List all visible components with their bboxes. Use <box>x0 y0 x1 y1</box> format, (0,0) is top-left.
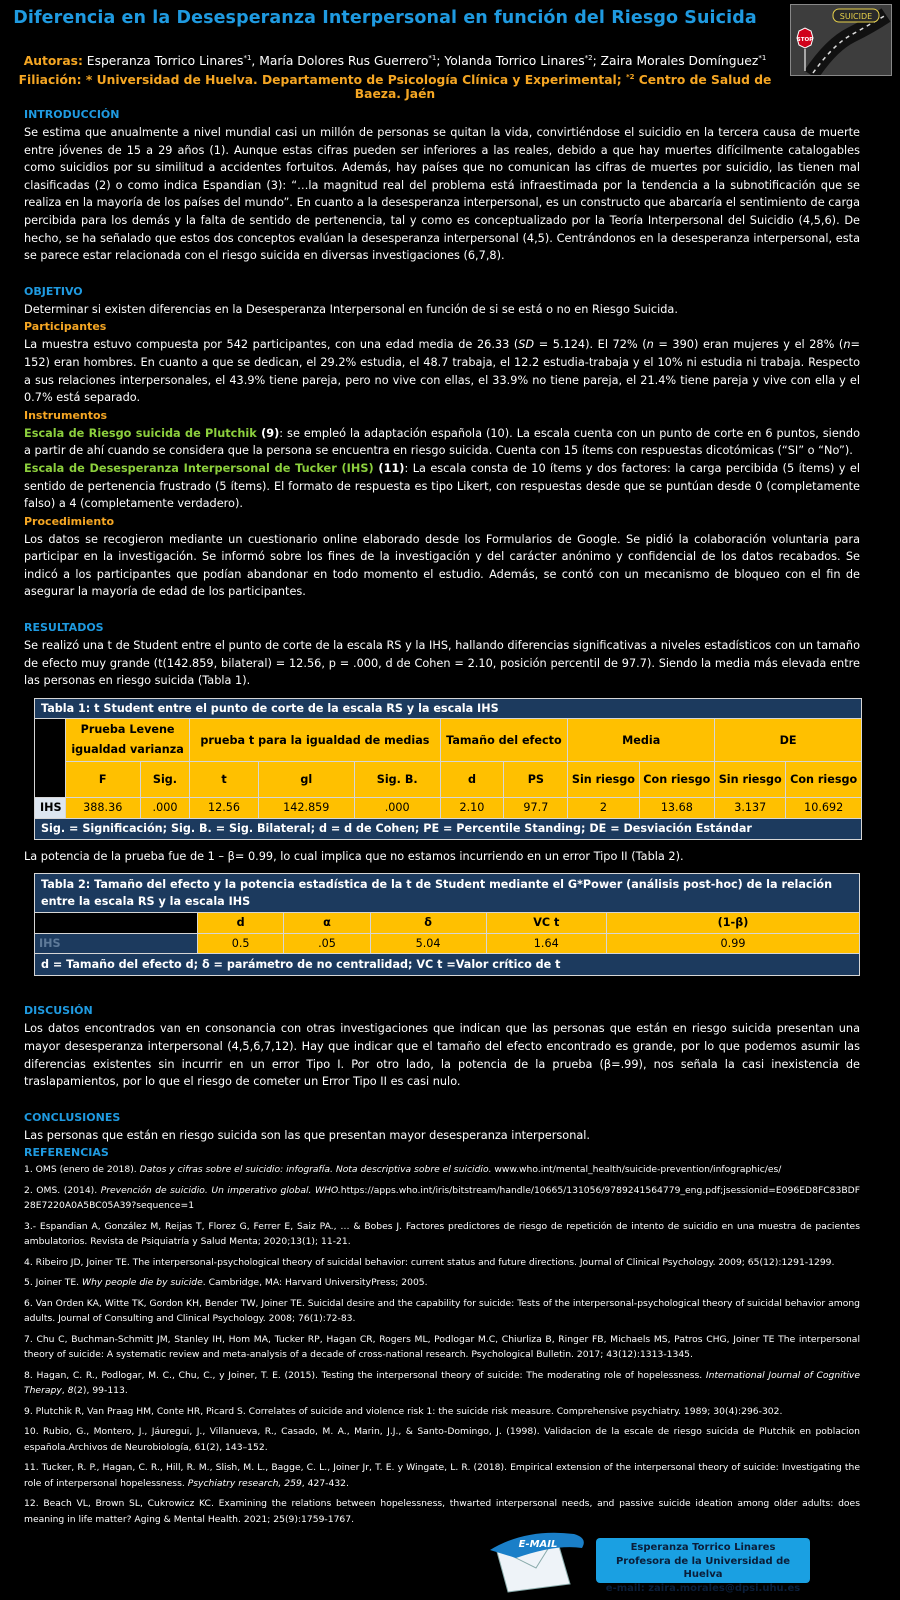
intro-heading: INTRODUCCIÓN <box>24 108 120 121</box>
reference-item: 7. Chu C, Buchman-Schmitt JM, Stanley IH, Hom MA, Tucker RP, Hagan CR, Rogers ML, Podlogar M.C, Chiurliza B, Ringer FB, Michaels MS, Patros CHG, Joiner TE The interpersonal theory of suicide: A systematic review and meta-analysis of a decade of cross-national research. Psychological Bulletin. 2017; 43(12):1313-1345. <box>24 1333 860 1361</box>
authors-label: Autoras: <box>23 54 83 69</box>
logo-stop-text: STOP <box>796 37 814 43</box>
table2-cell: 0.99 <box>607 933 860 954</box>
contact-name: Esperanza Torrico Linares <box>630 1542 776 1553</box>
table2-row-label: IHS <box>35 933 198 954</box>
table2-cell: 0.5 <box>198 933 284 954</box>
table1-group-levene: Prueba Levene igualdad varianza <box>65 719 189 762</box>
instrumento-ihs: Escala de Desesperanza Interpersonal de Tucker (IHS) (11): La escala consta de 10 ítems y dos factores: la carga percibida (5 ítems) y el sentido de pertenencia frustrado (5 ítems). El formato de respuesta es tipo Likert, con respuestas desde que se puntúan desde 0 (completamente falso) a 4 (completamente verdadero). <box>24 461 860 511</box>
table1-col: gl <box>258 762 354 798</box>
table1-col: Sin riesgo <box>568 762 639 798</box>
table1-cell: 10.692 <box>786 798 862 819</box>
reference-item: 6. Van Orden KA, Witte TK, Gordon KH, Bender TW, Joiner TE. Suicidal desire and the capability for suicide: Tests of the interpersonal-psychological theory of suicidal behavior among adults. Journal of Consulting and Clinical Psychology. 2008; 76(1):72-83. <box>24 1297 860 1325</box>
email-icon-label: E-MAIL <box>518 1539 558 1550</box>
table1-cell: 13.68 <box>639 798 715 819</box>
table1-col: PS <box>504 762 568 798</box>
reference-item: 4. Ribeiro JD, Joiner TE. The interpersonal-psychological theory of suicidal behavior: current status and future directions. Journal of Clinical Psychology. 2009; 65(12):1291-1299. <box>24 1256 835 1268</box>
references-list <box>24 1162 860 1527</box>
table1-caption: Tabla 1: t Student entre el punto de corte de la escala RS y la escala IHS <box>35 698 862 719</box>
table1-cell: 3.137 <box>715 798 786 819</box>
contact-box <box>596 1538 810 1594</box>
table2-col: VC t <box>486 913 606 934</box>
participantes-text: La muestra estuvo compuesta por 542 participantes, con una edad media de 26.33 (SD = 5.124). El 72% (n = 390) eran mujeres y el 28% (n= 152) eran hombres. En cuanto a que se dedican, el 29.2% estudia, el 48.7 trabaja, el 12.2 estudia-trabaja y el 10% ni estudia ni trabaja. Respecto a sus relaciones interpersonales, el 43.9% tiene pareja, pero no vive con ellas, el 33.9% no tiene pareja, el 21.4% tiene pareja y vive con ella y el 0.7% está separado. <box>24 338 860 405</box>
table1-col: Con riesgo <box>639 762 715 798</box>
reference-item: 10. Rubio, G., Montero, J., Jáuregui, J., Villanueva, R., Casado, M. A., Marin, J.J., & Santo-Domingo, J. (1998). Validacion de la escale de riesgo suicida de Plutchik en poblacion española.Archivos de Neurobiología, 61(2), 143–152. <box>24 1426 860 1453</box>
table1-col: Sin riesgo <box>715 762 786 798</box>
table2-col: d <box>198 913 284 934</box>
intro-text: Se estima que anualmente a nivel mundial casi un millón de personas se quitan la vida, convirtiéndose el suicidio en la tercera causa de muerte entre jóvenes de 15 a 29 años (1). Aunque estas cifras pueden ser inferiores a las reales, debido a que hay muertes difícilmente catalogables como suicidios por su similitud a accidentes fortuitos. Además, hay países que no comunican las cifras de muertes por suicidio, las tienen mal clasificadas (2) o como indica Espandian (3): “…la magnitud real del problema está infraestimada por la tendencia a la subnotificación que se realiza en la mayoría de los países del mundo”. En cuanto a la desesperanza interpersonal, es un constructo que abarcaría el sentimiento de carga percibida para los demás y la falta de sentido de pertenencia, tal y como es conceptualizado por la Teoría Interpersonal del Suicidio (4,5,6). De hecho, se ha señalado que estos dos conceptos evalúan la desesperanza interpersonal (4,5). Centrándonos en la desesperanza interpersonal, esta se parece estar relacionada con el riesgo suicida en diversas investigaciones (6,7,8). <box>24 126 860 263</box>
table-1 <box>34 698 862 840</box>
table1-cell: 142.859 <box>258 798 354 819</box>
table1-cell: .000 <box>354 798 440 819</box>
author-sup: *1 <box>243 54 252 62</box>
reference-item: 11. Tucker, R. P., Hagan, C. R., Hill, R. M., Slish, M. L., Bagge, C. L., Joiner Jr, T. E. y Wingate, L. R. (2018). Empirical extension of the interpersonal theory of suicide: Investigating the role of interpersonal hopelessness. Psychiatry research, 259, 427-432. <box>24 1462 860 1489</box>
poster-title: Diferencia en la Desesperanza Interpersonal en función del Riesgo Suicida <box>13 8 757 28</box>
table2-cell: 1.64 <box>486 933 606 954</box>
objetivo-text: Determinar si existen diferencias en la Desesperanza Interpersonal en función de si se está o no en Riesgo Suicida. <box>24 302 678 316</box>
table1-cell: 388.36 <box>65 798 140 819</box>
table1-footnote: Sig. = Significación; Sig. B. = Sig. Bilateral; d = d de Cohen; PE = Percentile Standing; DE = Desviación Estándar <box>35 819 862 840</box>
contact-email[interactable]: e-mail: zaira.morales@dpsi.uhu.es <box>605 1582 801 1594</box>
author-sup: *1 <box>428 54 437 62</box>
affiliation-2: Centro de Salud de Baeza. Jaén <box>354 73 772 102</box>
discusion-text: Los datos encontrados van en consonancia con otras investigaciones que indican que las personas que están en riesgo suicida presentan una mayor desesperanza interpersonal (4,5,6,7,12). Hay que indicar que el tamaño del efecto encontrado es grande, por lo que podemos asumir las diferencias existentes sin incurrir en un error Tipo I. Por otro lado, la potencia de la prueba (β=.99), nos señala la casi inexistencia de traslapamientos, por lo que el riesgo de cometer un Error Tipo II es casi nulo. <box>24 1022 860 1089</box>
reference-item: 12. Beach VL, Brown SL, Cukrowicz KC. Examining the relations between hopelessness, thwarted interpersonal needs, and passive suicide ideation among older adults: does meaning in life matter? Aging & Mental Health. 2021; 25(9):1759-1767. <box>24 1498 860 1525</box>
table1-group-media: Media <box>568 719 715 762</box>
reference-item: 8. Hagan, C. R., Podlogar, M. C., Chu, C., y Joiner, T. E. (2015). Testing the interpersonal theory of suicide: The moderating role of hopelessness. International Journal of Cognitive Therapy, 8(2), 99-113. <box>24 1369 861 1397</box>
reference-item: 5. Joiner TE. Why people die by suicide. Cambridge, MA: Harvard UniversityPress; 2005. <box>24 1277 428 1289</box>
resultados-heading: RESULTADOS <box>24 621 104 635</box>
affiliation-line <box>0 73 790 101</box>
author-name: , María Dolores Rus Guerrero <box>251 54 429 69</box>
reference-item: 2. OMS. (2014). Prevención de suicidio. Un imperativo global. WHO.https://apps.who.int/iris/bitstream/handle/10665/131056/9789241564779_eng.pdf;jsessionid=E096ED8FC83BDF28E7220A0A5BC05A39?sequence=1 <box>24 1184 860 1212</box>
procedimiento-heading: Procedimiento <box>24 514 115 528</box>
table-row <box>35 933 860 954</box>
suicide-road-logo <box>790 4 892 76</box>
author-name: ; Yolanda Torrico Linares <box>436 54 585 69</box>
participantes-heading: Participantes <box>24 320 107 334</box>
table1-col: d <box>440 762 504 798</box>
author-sup: *1 <box>758 54 767 62</box>
contact-role: Profesora de la Universidad de Huelva <box>615 1555 791 1580</box>
reference-item: 9. Plutchik R, Van Praag HM, Conte HR, Picard S. Correlates of suicide and violence risk 1: the suicide risk measure. Comprehensive psychiatry. 1989; 30(4):296-302. <box>24 1405 783 1417</box>
resultados-text: Se realizó una t de Student entre el punto de corte de la escala RS y la IHS, hallando diferencias significativas a niveles estadísticos con un tamaño de efecto muy grande (t(142.859, bilateral) = 12.56, p = .000, d de Cohen = 2.10, posición percentil de 97.7). Siendo la media más elevada entre las personas en riesgo suicida (Tabla 1). <box>24 639 860 688</box>
referencias-heading: REFERENCIAS <box>24 1146 109 1160</box>
logo-sign-text: SUICIDE <box>839 12 873 21</box>
table1-col: F <box>65 762 140 798</box>
resultados-after-table: La potencia de la prueba fue de 1 – β= 0.99, lo cual implica que no estamos incurriendo en un error Tipo II (Tabla 2). <box>24 849 684 863</box>
table1-col: t <box>190 762 258 798</box>
table1-cell: 2.10 <box>440 798 504 819</box>
table2-col: (1-β) <box>607 913 860 934</box>
reference-item: 3.- Espandian A, González M, Reijas T, Florez G, Ferrer E, Saiz PA., … & Bobes J. Factores predictores de riesgo de repetición de intento de suicidio en una muestra de pacientes ambulatorios. Revista de Psiquiatría y Salud Menta; 2020;13(1); 11-21. <box>24 1220 860 1248</box>
table1-col: Con riesgo <box>786 762 862 798</box>
reference-item: 1. OMS (enero de 2018). Datos y cifras sobre el suicidio: infografía. Nota descriptiva sobre el suicidio. www.who.int/mental_health/suicide-prevention/infographic/es/ <box>24 1164 782 1176</box>
objetivo-heading: OBJETIVO <box>24 284 83 298</box>
table2-col: δ <box>370 913 486 934</box>
table1-group-de: DE <box>715 719 862 762</box>
table-row <box>35 798 862 819</box>
table1-row-label: IHS <box>35 798 66 819</box>
conclusiones-text: Las personas que están en riesgo suicida son las que presentan mayor desesperanza interpersonal. <box>24 1128 591 1142</box>
table2-col: α <box>284 913 370 934</box>
authors-line <box>0 54 790 68</box>
table2-footnote: d = Tamaño del efecto d; δ = parámetro de no centralidad; VC t =Valor crítico de t <box>35 954 860 976</box>
table1-group-ttest: prueba t para la igualdad de medias <box>190 719 440 762</box>
affiliation-1: * Universidad de Huelva. Departamento de Psicología Clínica y Experimental; <box>81 73 626 88</box>
instrumento-plutchik: Escala de Riesgo suicida de Plutchik (9): se empleó la adaptación española (10). La escala cuenta con un punto de corte en 6 puntos, siendo a partir de ahí cuando se considera que la persona se encuentra en riesgo suicida. Cuenta con 15 ítems con respuestas dicotómicas (“SI” o “No”). <box>24 426 861 458</box>
author-name: Esperanza Torrico Linares <box>82 54 244 69</box>
table2-cell: .05 <box>284 933 370 954</box>
author-sup: *2 <box>584 54 593 62</box>
discusion-heading: DISCUSIÓN <box>24 1004 93 1018</box>
table2-cell: 5.04 <box>370 933 486 954</box>
table1-group-effect: Tamaño del efecto <box>440 719 568 762</box>
affiliation-sup: *2 <box>625 73 635 81</box>
poster-body <box>24 106 860 1532</box>
affiliation-label: Filiación: <box>18 73 82 88</box>
table1-cell: 97.7 <box>504 798 568 819</box>
procedimiento-text: Los datos se recogieron mediante un cuestionario online elaborado desde los Formularios de Google. Se pidió la colaboración voluntaria para participar en la investigación. Se informó sobre los fines de la investigación y del carácter anónimo y confidencial de los datos recabados. Se indicó a los participantes que podían abandonar en todo momento el estudio. Además, se contó con un mecanismo de bloqueo con el fin de asegurar la mayoría de edad de los participantes. <box>24 532 860 599</box>
table2-caption: Tabla 2: Tamaño del efecto y la potencia estadística de la t de Student mediante el G*Power (análisis post-hoc) de la relación entre la escala RS y la escala IHS <box>35 874 860 913</box>
instrumentos-heading: Instrumentos <box>24 408 108 422</box>
table1-cell: 12.56 <box>190 798 258 819</box>
conclusiones-heading: CONCLUSIONES <box>24 1110 121 1124</box>
table-2 <box>34 873 860 976</box>
email-icon <box>486 1528 590 1594</box>
reference-link[interactable]: www.who.int/mental_health/suicide-prevention/infographic/es/ <box>494 1164 782 1176</box>
table1-col: Sig. B. <box>354 762 440 798</box>
table1-cell: 2 <box>568 798 639 819</box>
table1-cell: .000 <box>140 798 190 819</box>
author-name: ; Zaira Morales Domínguez <box>592 54 759 69</box>
table1-col: Sig. <box>140 762 190 798</box>
